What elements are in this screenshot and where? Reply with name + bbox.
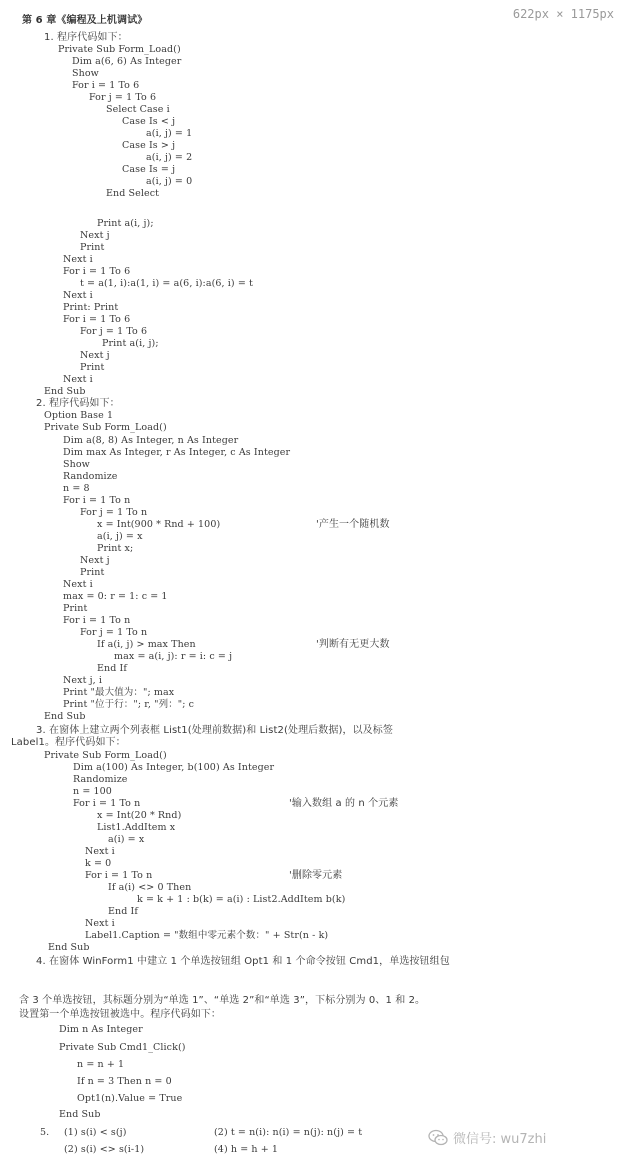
wechat-id-text: 微信号: wu7zhi [453,1132,547,1147]
text-line: Dim a(6, 6) As Integer [72,56,182,67]
text-line: For i = 1 To 6 [72,80,140,91]
text-line: Print [63,603,88,614]
text-line: '输入数组 a 的 n 个元素 [289,798,399,809]
text-line: Private Sub Form_Load() [44,422,167,433]
text-line: For i = 1 To 6 [63,266,131,277]
text-line: Next i [63,290,93,301]
text-line: For i = 1 To 6 [63,314,131,325]
text-line: Show [72,68,99,79]
text-line: '判断有无更大数 [316,639,390,650]
text-line: Print "最大值为："; max [63,687,175,698]
text-line: 1. 程序代码如下： [44,32,128,43]
text-line: a(i, j) = x [97,531,143,542]
text-line: End Sub [44,386,86,397]
text-line: 3. 在窗体上建立两个列表框 List1(处理前数据)和 List2(处理后数据)，以及标签 [36,725,393,736]
text-line: Print [80,567,105,578]
text-line: Private Sub Form_Load() [58,44,181,55]
text-line: a(i, j) = 1 [146,128,193,139]
text-line: Next i [85,918,115,929]
text-line: t = a(1, i):a(1, i) = a(6, i):a(6, i) = t [80,278,253,289]
text-line: List1.AddItem x [97,822,176,833]
text-line: a(i) = x [108,834,145,845]
text-line: Print "位于行："; r, "列："; c [63,699,195,710]
text-line: Case Is = j [122,164,176,175]
text-line: End Select [106,188,160,199]
text-line: 4. 在窗体 WinForm1 中建立 1 个单选按钮组 Opt1 和 1 个命令按钮 Cmd1，单选按钮组包 [36,956,450,967]
text-line: For j = 1 To 6 [89,92,157,103]
text-line: n = 8 [63,483,90,494]
text-line: Print: Print [63,302,119,313]
text-line: For i = 1 To n [63,495,131,506]
text-line: Select Case i [106,104,170,115]
chapter-title: 第 6 章《编程及上机调试》 [22,15,148,26]
text-line: (2) s(i) <> s(i-1) [64,1144,145,1155]
text-line: Opt1(n).Value = True [77,1093,183,1104]
text-line: Dim n As Integer [59,1024,143,1035]
text-line: Print [80,242,105,253]
text-line: If a(i) <> 0 Then [108,882,192,893]
text-line: Next i [85,846,115,857]
text-line: (2) t = n(i): n(i) = n(j): n(j) = t [214,1127,363,1138]
wechat-icon [428,1129,448,1147]
text-line: k = 0 [85,858,112,869]
text-line: Print a(i, j); [102,338,159,349]
text-line: (4) h = h + 1 [214,1144,279,1155]
text-line: For i = 1 To n [85,870,153,881]
text-line: Next i [63,579,93,590]
text-line: k = k + 1 : b(k) = a(i) : List2.AddItem b(k) [137,894,346,905]
text-line: End If [108,906,139,917]
text-line: a(i, j) = 2 [146,152,193,163]
text-line: Dim a(8, 8) As Integer, n As Integer [63,435,239,446]
text-line: Randomize [73,774,128,785]
text-line: For j = 1 To n [80,627,148,638]
text-line: Show [63,459,90,470]
text-line: Label1。程序代码如下： [11,737,126,748]
text-line: 2. 程序代码如下： [36,398,120,409]
text-line: Print x; [97,543,134,554]
text-line: Next j, i [63,675,103,686]
text-line: End Sub [48,942,90,953]
text-line: 设置第一个单选按钮被选中。程序代码如下： [19,1009,221,1020]
text-line: If a(i, j) > max Then [97,639,196,650]
text-line: If n = 3 Then n = 0 [77,1076,172,1087]
text-line: Dim a(100) As Integer, b(100) As Integer [73,762,275,773]
text-line: Label1.Caption = "数组中零元素个数：" + Str(n - k) [85,930,329,941]
text-line: Case Is < j [122,116,176,127]
text-line: x = Int(20 * Rnd) [97,810,182,821]
text-line: Next i [63,254,93,265]
text-line: Print [80,362,105,373]
wechat-watermark [428,1128,546,1147]
text-line: x = Int(900 * Rnd + 100) [97,519,221,530]
text-line: For i = 1 To n [63,615,131,626]
text-line: Case Is > j [122,140,176,151]
text-line: Next j [80,350,110,361]
text-line: For i = 1 To n [73,798,141,809]
text-line: Private Sub Form_Load() [44,750,167,761]
text-line: n = 100 [73,786,112,797]
text-line: 含 3 个单选按钮，其标题分别为“单选 1”、“单选 2”和“单选 3”，下标分别为 0、1 和 2。 [19,995,426,1006]
text-line: max = a(i, j): r = i: c = j [114,651,233,662]
text-line: End Sub [44,711,86,722]
text-line: '删除零元素 [289,870,343,881]
text-line: End Sub [59,1109,101,1120]
text-line: Option Base 1 [44,410,114,421]
text-line: a(i, j) = 0 [146,176,193,187]
text-line: Private Sub Cmd1_Click() [59,1042,186,1053]
text-line: Next j [80,555,110,566]
text-line: Next i [63,374,93,385]
text-line: '产生一个随机数 [316,519,390,530]
text-line: Next j [80,230,110,241]
text-line: Randomize [63,471,118,482]
text-line: max = 0: r = 1: c = 1 [63,591,168,602]
text-line: For j = 1 To n [80,507,148,518]
text-line: For j = 1 To 6 [80,326,148,337]
image-dimension-label: 622px × 1175px [512,7,614,21]
text-line: Print a(i, j); [97,218,154,229]
text-line: (1) s(i) < s(j) [64,1127,127,1138]
text-line: 5. [40,1127,50,1138]
text-line: n = n + 1 [77,1059,125,1070]
text-line: End If [97,663,128,674]
text-line: Dim max As Integer, r As Integer, c As Integer [63,447,291,458]
